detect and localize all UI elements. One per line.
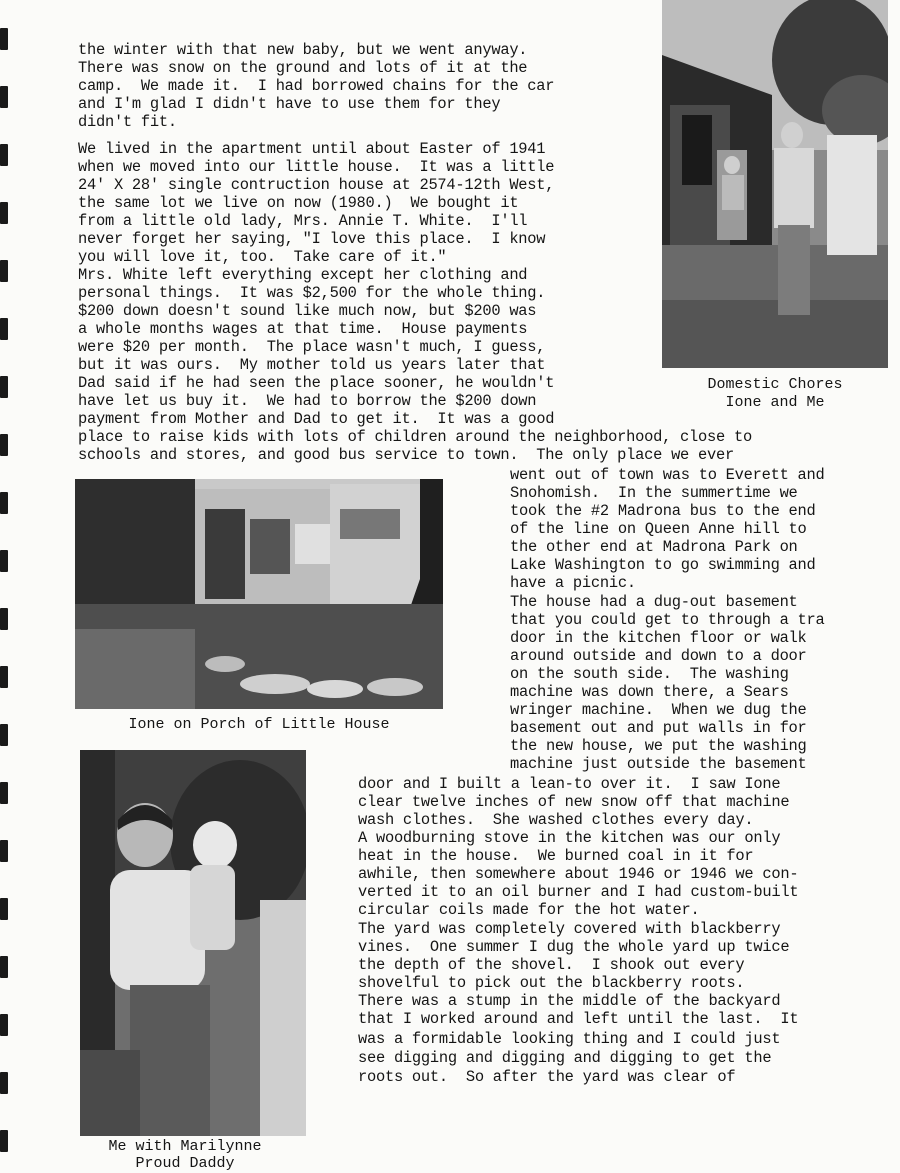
text-line: machine just outside the basement <box>510 755 807 773</box>
text-line: The house had a dug-out basement <box>510 593 798 611</box>
text-line: took the #2 Madrona bus to the end <box>510 502 816 520</box>
photo-me-with-marilynne <box>80 750 306 1136</box>
caption-domestic-chores-line1: Domestic Chores <box>707 376 843 393</box>
text-line: a whole months wages at that time. House payments <box>78 320 528 338</box>
text-line: from a little old lady, Mrs. Annie T. White. I'll <box>78 212 528 230</box>
text-line: We lived in the apartment until about Easter of 1941 <box>78 140 546 158</box>
caption-daddy-line1: Me with Marilynne <box>108 1138 262 1155</box>
caption-daddy-line2: Proud Daddy <box>135 1155 235 1172</box>
text-line: see digging and digging and digging to get the <box>358 1049 772 1067</box>
text-line: Snohomish. In the summertime we <box>510 484 798 502</box>
text-line: never forget her saying, "I love this place. I know <box>78 230 546 248</box>
text-line: 24' X 28' single contruction house at 2574-12th West, <box>78 176 555 194</box>
text-line: door in the kitchen floor or walk <box>510 629 807 647</box>
caption-domestic-chores-line2: Ione and Me <box>725 394 825 411</box>
text-line: basement out and put walls in for <box>510 719 807 737</box>
text-line: The yard was completely covered with blackberry <box>358 920 781 938</box>
text-line: the winter with that new baby, but we went anyway. <box>78 41 528 59</box>
text-line: shovelful to pick out the blackberry roots. <box>358 974 745 992</box>
text-line: heat in the house. We burned coal in it for <box>358 847 754 865</box>
text-line: There was snow on the ground and lots of it at the <box>78 59 528 77</box>
text-line: have let us buy it. We had to borrow the $200 down <box>78 392 537 410</box>
text-line: and I'm glad I didn't have to use them for they <box>78 95 501 113</box>
text-line: wringer machine. When we dug the <box>510 701 807 719</box>
text-line: awhile, then somewhere about 1946 or 1946 we con- <box>358 865 799 883</box>
text-line: Mrs. White left everything except her clothing and <box>78 266 528 284</box>
text-line: the new house, we put the washing <box>510 737 807 755</box>
caption-porch: Ione on Porch of Little House <box>128 716 390 733</box>
photo-porch-little-house <box>75 479 443 709</box>
photo-domestic-chores <box>662 0 888 368</box>
text-line: Lake Washington to go swimming and <box>510 556 816 574</box>
text-line: Dad said if he had seen the place sooner, he wouldn't <box>78 374 555 392</box>
text-line: machine was down there, a Sears <box>510 683 789 701</box>
text-line: vines. One summer I dug the whole yard up twice <box>358 938 790 956</box>
text-line: schools and stores, and good bus service to town. The only place we ever <box>78 446 734 464</box>
text-line: verted it to an oil burner and I had custom-built <box>358 883 799 901</box>
text-line: There was a stump in the middle of the backyard <box>358 992 781 1010</box>
text-line: $200 down doesn't sound like much now, but $200 was <box>78 302 537 320</box>
text-line: the same lot we live on now (1980.) We bought it <box>78 194 519 212</box>
text-line: were $20 per month. The place wasn't much, I guess, <box>78 338 546 356</box>
text-line: but it was ours. My mother told us years later that <box>78 356 546 374</box>
text-line: place to raise kids with lots of children around the neighborhood, close to <box>78 428 752 446</box>
text-line: clear twelve inches of new snow off that machine <box>358 793 790 811</box>
text-line: circular coils made for the hot water. <box>358 901 700 919</box>
text-line: went out of town was to Everett and <box>510 466 825 484</box>
text-line: wash clothes. She washed clothes every day. <box>358 811 754 829</box>
text-line: was a formidable looking thing and I could just <box>358 1030 781 1048</box>
text-line: A woodburning stove in the kitchen was our only <box>358 829 781 847</box>
text-line: the depth of the shovel. I shook out every <box>358 956 745 974</box>
text-line: around outside and down to a door <box>510 647 807 665</box>
text-line: payment from Mother and Dad to get it. It was a good <box>78 410 555 428</box>
spiral-binding <box>0 0 10 1172</box>
text-line: door and I built a lean-to over it. I saw Ione <box>358 775 781 793</box>
text-line: you will love it, too. Take care of it." <box>78 248 447 266</box>
text-line: when we moved into our little house. It was a little <box>78 158 555 176</box>
text-line: have a picnic. <box>510 574 636 592</box>
text-line: that you could get to through a tra <box>510 611 825 629</box>
text-line: didn't fit. <box>78 113 177 131</box>
text-line: camp. We made it. I had borrowed chains for the car <box>78 77 555 95</box>
text-line: on the south side. The washing <box>510 665 789 683</box>
text-line: roots out. So after the yard was clear of <box>358 1068 736 1086</box>
text-line: the other end at Madrona Park on <box>510 538 798 556</box>
text-line: that I worked around and left until the last. It <box>358 1010 799 1028</box>
text-line: of the line on Queen Anne hill to <box>510 520 807 538</box>
text-line: personal things. It was $2,500 for the whole thing. <box>78 284 546 302</box>
